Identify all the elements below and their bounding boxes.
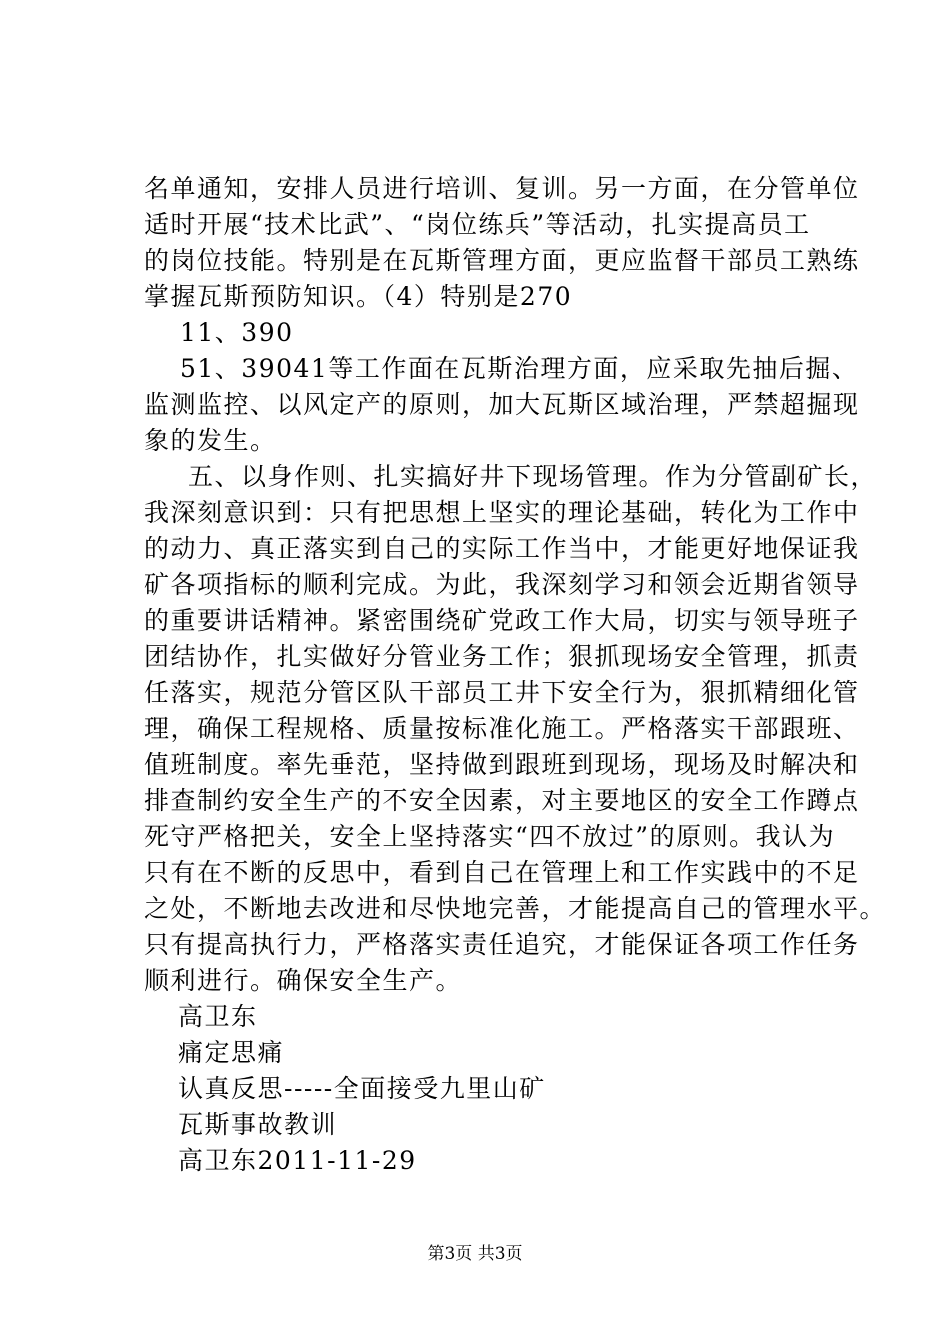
signature-title-line: 认真反思-----全面接受九里山矿 xyxy=(178,1074,546,1103)
body-line: 我深刻意识到：只有把思想上坚实的理论基础，转化为工作中 xyxy=(144,498,860,527)
body-line: 之处，不断地去改进和尽快地完善，才能提高自己的管理水平。 xyxy=(144,894,887,923)
body-line: 只有提高执行力，严格落实责任追究，才能保证各项工作任务 xyxy=(144,930,860,959)
body-line: 理，确保工程规格、质量按标准化施工。严格落实干部跟班、 xyxy=(144,714,860,743)
body-line: 排查制约安全生产的不安全因素，对主要地区的安全工作蹲点 xyxy=(144,786,860,815)
body-line: 象的发生。 xyxy=(144,426,277,455)
body-line: 名单通知，安排人员进行培训、复训。另一方面，在分管单位 xyxy=(144,174,860,203)
signature-name: 高卫东 xyxy=(178,1002,258,1031)
body-line: 值班制度。率先垂范，坚持做到跟班到现场，现场及时解决和 xyxy=(144,750,860,779)
body-line: 监测监控、以风定产的原则，加大瓦斯区域治理，严禁超掘现 xyxy=(144,390,860,419)
body-line: 11、390 xyxy=(180,318,294,347)
body-line: 51、39041等工作面在瓦斯治理方面，应采取先抽后掘、 xyxy=(180,354,859,383)
body-line: 的动力、真正落实到自己的实际工作当中，才能更好地保证我 xyxy=(144,534,860,563)
body-line: 矿各项指标的顺利完成。为此，我深刻学习和领会近期省领导 xyxy=(144,570,860,599)
body-line: 死守严格把关，安全上坚持落实“四不放过”的原则。我认为 xyxy=(144,822,836,851)
signature-date-line: 高卫东2011-11-29 xyxy=(178,1146,417,1175)
page-number-footer: 第3页 共3页 xyxy=(427,1244,523,1264)
body-line: 掌握瓦斯预防知识。（4）特别是270 xyxy=(144,282,573,311)
signature-title-line: 瓦斯事故教训 xyxy=(178,1110,338,1139)
section-heading-line: 五、以身作则、扎实搞好井下现场管理。作为分管副矿长， xyxy=(188,462,878,491)
signature-title-line: 痛定思痛 xyxy=(178,1038,285,1067)
body-line: 顺利进行。确保安全生产。 xyxy=(144,966,463,995)
body-line: 任落实，规范分管区队干部员工井下安全行为，狠抓精细化管 xyxy=(144,678,860,707)
body-line: 的岗位技能。特别是在瓦斯管理方面，更应监督干部员工熟练 xyxy=(144,246,860,275)
body-line: 的重要讲话精神。紧密围绕矿党政工作大局，切实与领导班子 xyxy=(144,606,860,635)
body-line: 适时开展“技术比武”、“岗位练兵”等活动，扎实提高员工 xyxy=(144,210,811,239)
body-line: 团结协作，扎实做好分管业务工作；狠抓现场安全管理，抓责 xyxy=(144,642,860,671)
body-line: 只有在不断的反思中，看到自己在管理上和工作实践中的不足 xyxy=(144,858,860,887)
